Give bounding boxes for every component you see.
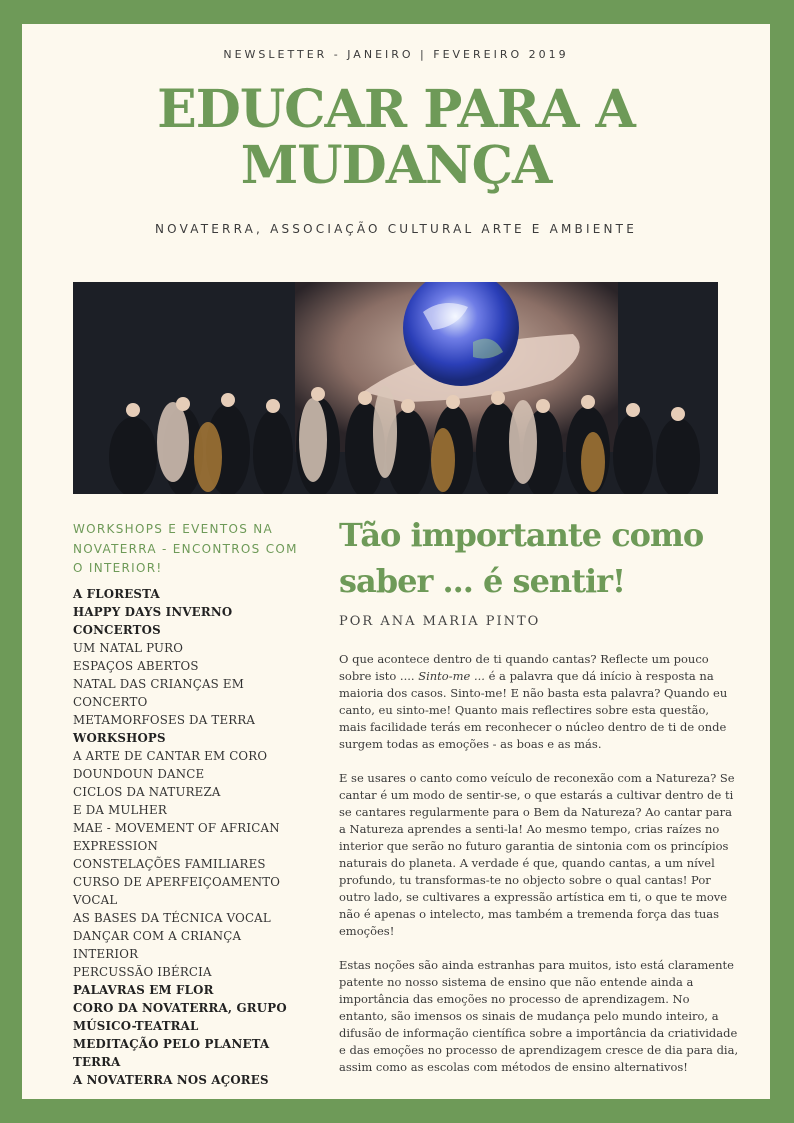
event-list-item: METAMORFOSES DA TERRA [73,712,256,727]
paragraph-1-start: O que acontece dentro de ti quando cantas? Reflecte um pouco sobre isto .... [339,652,709,683]
event-list-item: CICLOS DA NATUREZA [73,784,221,799]
title-line-1: EDUCAR PARA A [157,79,635,140]
event-list-item: A NOVATERRA NOS AÇORES [73,1072,269,1087]
article-body [339,651,739,1076]
hero-photo-illustration [73,282,718,494]
event-list-item: AS BASES DA TÉCNICA VOCAL [73,910,271,925]
main-article [339,512,739,1093]
event-list-item: PERCUSSÃO IBÉRCIA [73,964,212,979]
event-list-item: A ARTE DE CANTAR EM CORO [73,748,268,763]
newsletter-title [22,79,770,196]
paragraph-1-end: é a palavra que dá início à resposta na maioria dos casos. Sinto-me! E não basta esta palavra? Quando eu canto, eu sinto-me! Quanto mais reflectires sobre esta questão, mais facilidade terás em reconhecer o núcleo dentro de ti de onde surgem todas as emoções - as boas e as más. [339,669,728,751]
sidebar-heading: WORKSHOPS E EVENTOS NA NOVATERRA - ENCONTROS COM O INTERIOR! [73,522,298,575]
event-list-item: A FLORESTA [73,586,160,601]
organization-name: NOVATERRA, ASSOCIAÇÃO CULTURAL ARTE E AMBIENTE [155,222,637,236]
article-paragraph-1 [339,651,739,753]
event-list-item: MAE - MOVEMENT OF AFRICAN EXPRESSION [73,820,280,853]
event-list-item: DANÇAR COM A CRIANÇA INTERIOR [73,928,242,961]
event-list-item: NATAL DAS CRIANÇAS EM CONCERTO [73,676,245,709]
event-list-item: CURSO DE APERFEIÇOAMENTO VOCAL [73,874,281,907]
event-list-item: CONCERTOS [73,622,161,637]
event-list-item: E DA MULHER [73,802,167,817]
event-list-item: WORKSHOPS [73,730,166,745]
events-sidebar [73,520,303,1089]
hero-photo [73,282,718,494]
event-list-item: MEDITAÇÃO PELO PLANETA TERRA [73,1036,270,1069]
event-list [73,585,303,1089]
event-list-item: ESPAÇOS ABERTOS [73,658,199,673]
event-list-item: UM NATAL PURO [73,640,184,655]
event-list-item: CONSTELAÇÕES FAMILIARES [73,856,266,871]
paragraph-1-emphasis: Sinto-me ... [418,669,485,683]
article-paragraph-3: Estas noções são ainda estranhas para muitos, isto está claramente patente no nosso sistema de ensino que não entende ainda a importância das emoções no processo de aprendizagem. No entanto, são imensos os sinais de mudança pelo mundo inteiro, a difusão de informação científica sobre a importância da criatividade e das emoções no processo de aprendizagem cresce de dia para dia, assim como as escolas com métodos de ensino alternativos! [339,958,739,1074]
article-byline: POR ANA MARIA PINTO [339,614,541,629]
newsletter-page [22,24,770,1099]
event-list-item: PALAVRAS EM FLOR [73,982,214,997]
event-list-item: DOUNDOUN DANCE [73,766,205,781]
newsletter-kicker: NEWSLETTER - JANEIRO | FEVEREIRO 2019 [223,48,569,61]
title-line-2: MUDANÇA [240,135,552,196]
article-title: Tão importante como saber ... é sentir! [339,516,704,600]
event-list-item: HAPPY DAYS INVERNO [73,604,233,619]
article-paragraph-2: E se usares o canto como veículo de reconexão com a Natureza? Se cantar é um modo de sentir-se, o que estarás a cultivar dentro de ti se cantares regularmente para o Bem da Natureza? Ao cantar para a Natureza aprendes a senti-la! Ao mesmo tempo, crias raízes no interior que serão no futuro garantia de sintonia com os princípios naturais do planeta. A verdade é que, quando cantas, a um nível profundo, tu transformas-te no objecto sobre o qual cantas! Por outro lado, se cultivares a expressão artística em ti, o que te move não é apenas o intelecto, mas também a tremenda força das tuas emoções! [339,771,735,938]
event-list-item: CORO DA NOVATERRA, GRUPO MÚSICO-TEATRAL [73,1000,287,1033]
